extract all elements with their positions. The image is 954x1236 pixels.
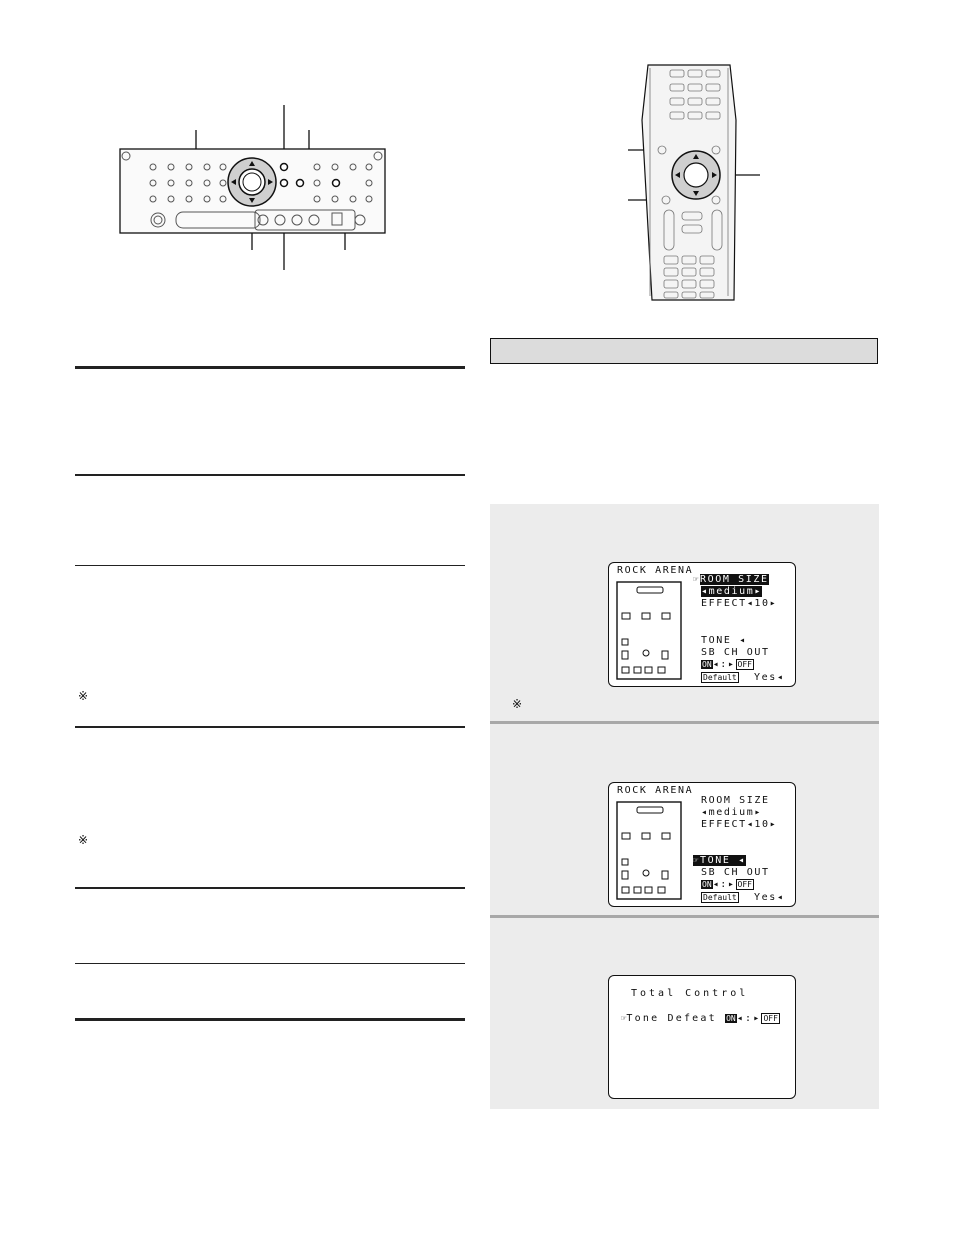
osd3-tone-defeat: Tone Defeat [626,1013,717,1024]
osd2-on: ON [702,880,712,889]
arrow-left-icon: ◂ [712,659,721,670]
section-rule-6 [75,963,465,964]
osd1-effect: EFFECT [701,598,747,609]
osd1-default-row [701,672,784,684]
osd2-effect: EFFECT [701,819,747,830]
note-mark-1: ※ [78,689,89,703]
osd1-effect-value: 10 [754,598,770,609]
arrow-right-icon: ▸ [769,598,778,609]
osd2-room-size: ROOM SIZE [701,795,770,806]
arrow-left-icon: ◂ [746,819,755,830]
arrow-left-icon: ◂ [712,879,721,890]
arrow-right-icon: ▸ [769,819,778,830]
osd2-default: Default [703,893,737,902]
pointer-hand-icon: ☞ [693,575,701,585]
pointer-hand-icon: ☞ [693,856,701,866]
section-rule-1 [75,366,465,369]
osd-screen-1 [608,562,796,687]
osd2-title: ROCK ARENA [617,785,694,796]
cursor-dial-remote [672,151,720,199]
osd2-tone: TONE [700,855,731,866]
osd1-room-size-row [693,574,769,586]
section-rule-7 [75,1018,465,1021]
osd2-effect-row [701,819,777,831]
pointer-hand-icon: ☞ [621,1014,627,1024]
osd1-on: ON [702,660,712,669]
arrow-left-icon: ◂ [738,855,746,866]
osd1-room-size-value-row [701,586,762,598]
section-rule-4 [75,726,465,728]
arrow-left-icon: ◂ [736,1013,745,1024]
front-panel-illustration [110,100,400,280]
osd2-on-off-row: ON◂:▸ OFF [702,879,752,890]
arrow-right-icon: ▸ [754,807,762,818]
osd3-off: OFF [763,1014,778,1023]
arrow-right-icon: ▸ [727,879,736,890]
arrow-left-icon: ◂ [701,586,709,597]
osd1-room-size: ROOM SIZE [700,574,769,585]
osd1-default: Default [703,673,737,682]
note-mark-3: ※ [512,697,523,711]
osd2-off: OFF [737,880,752,889]
arrow-left-icon: ◂ [776,672,785,683]
arrow-left-icon: ◂ [746,598,755,609]
osd1-on-off-row: ON◂:▸ OFF [702,659,752,670]
osd2-sb-ch-out: SB CH OUT [701,867,770,878]
osd1-title: ROCK ARENA [617,565,694,576]
osd2-speaker-diagram [616,801,686,901]
osd2-room-size-value: medium [708,807,755,818]
osd3-title: Total Control [631,988,749,999]
osd1-tone: TONE [701,635,732,646]
arrow-right-icon: ▸ [753,1013,762,1024]
note-mark-2: ※ [78,833,89,847]
osd-screen-3 [608,975,796,1099]
cursor-dial-front [228,158,276,206]
osd2-default-row [701,892,784,904]
osd1-room-size-value: medium [708,586,755,597]
osd2-effect-value: 10 [754,819,770,830]
osd1-tone-row [701,635,747,647]
arrow-left-icon: ◂ [739,635,747,646]
section-rule-3 [75,565,465,566]
osd3-tone-defeat-row: ☞Tone Defeat ON◂:▸ OFF [621,1013,778,1024]
osd3-on: ON [726,1014,736,1023]
section-rule-2 [75,474,465,476]
osd-screen-2 [608,782,796,907]
arrow-left-icon: ◂ [701,807,709,818]
osd2-yes: Yes [753,892,777,903]
osd1-off: OFF [737,660,752,669]
section-rule-5 [75,887,465,889]
arrow-right-icon: ▸ [754,586,762,597]
section-header-bar [490,338,878,364]
osd1-sb-ch-out: SB CH OUT [701,647,770,658]
osd1-effect-row [701,598,777,610]
osd1-speaker-diagram [616,581,686,681]
osd1-yes: Yes [753,672,777,683]
osd2-tone-row [693,855,746,867]
osd2-room-size-value-row [701,807,762,819]
remote-control-illustration [620,60,770,310]
arrow-left-icon: ◂ [776,892,785,903]
arrow-right-icon: ▸ [727,659,736,670]
